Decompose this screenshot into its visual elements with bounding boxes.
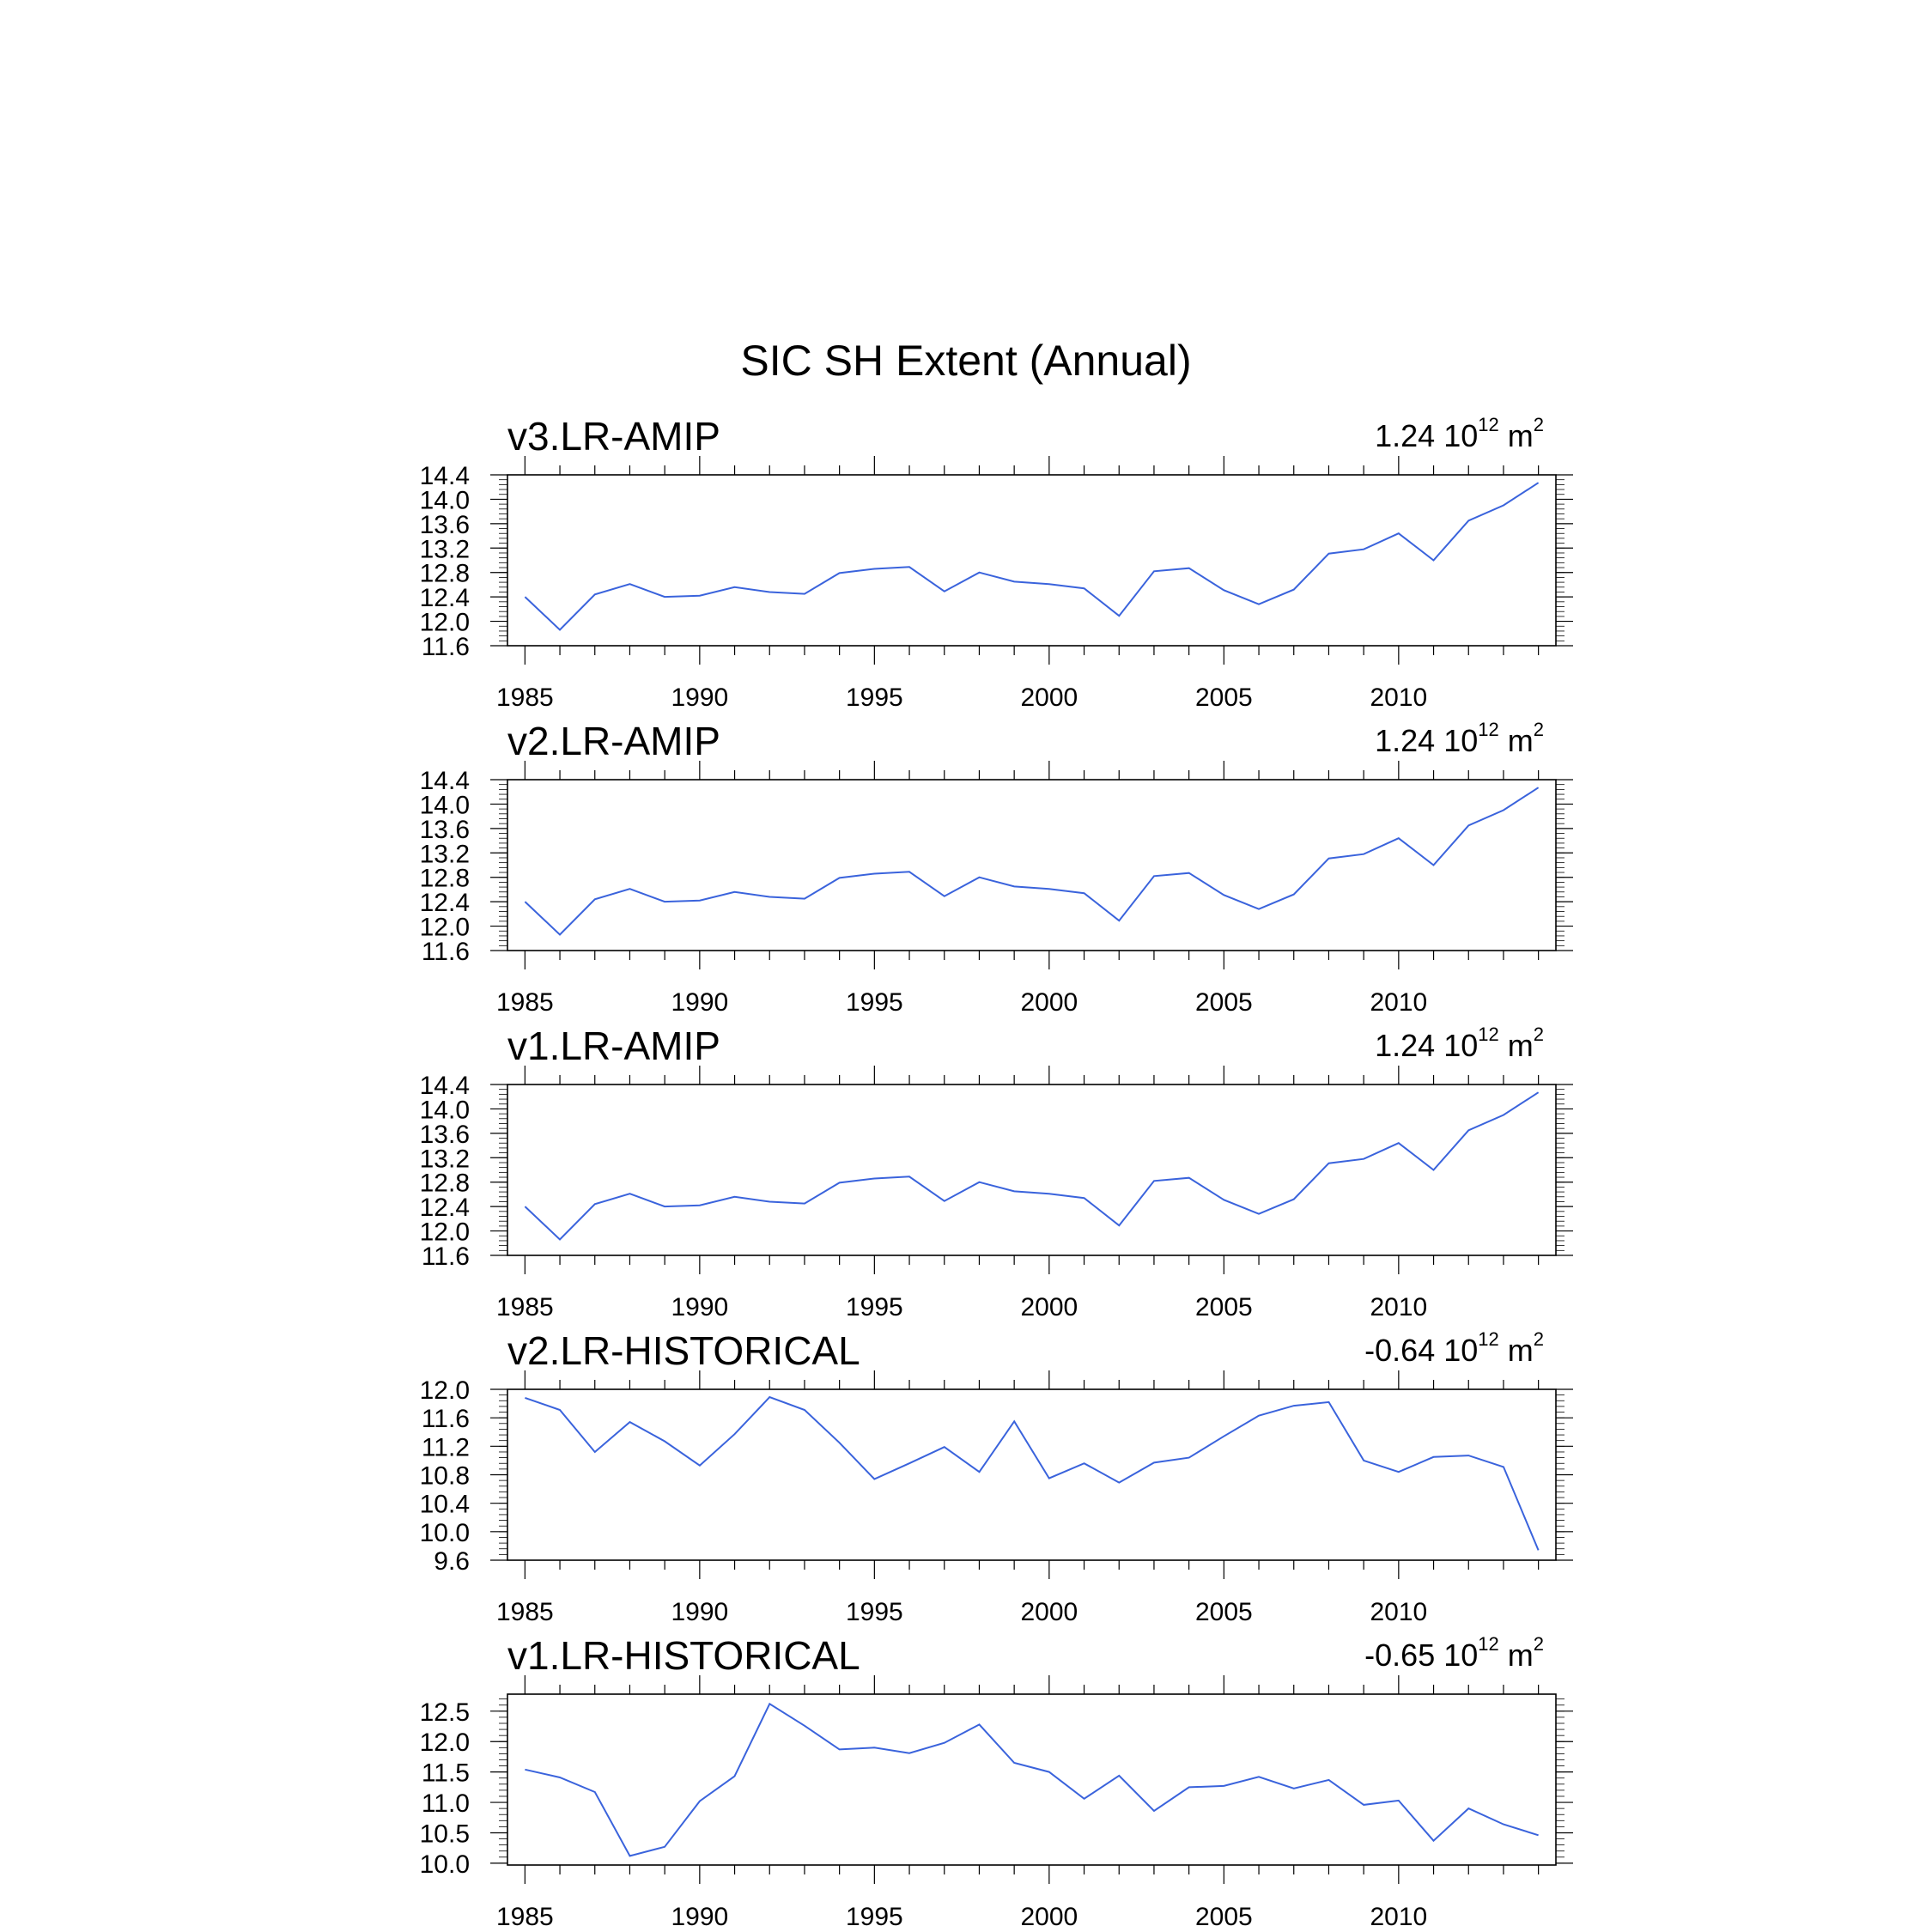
trend-unit-exponent: 2: [1533, 414, 1544, 435]
plot-frame: [507, 780, 1556, 951]
trend-value: -0.64 10: [1364, 1333, 1479, 1368]
trend-value: 1.24 10: [1375, 723, 1479, 758]
x-tick-label: 1985: [495, 1293, 554, 1321]
x-tick-label: 2005: [1194, 1293, 1253, 1321]
trend-annotation: [1375, 416, 1544, 456]
y-tick-label: 9.6: [434, 1547, 470, 1576]
y-tick-label: 10.0: [419, 1518, 470, 1547]
panel-2: [420, 761, 1573, 1017]
series-line: [525, 1092, 1538, 1239]
y-tick-label: 14.4: [419, 1072, 470, 1100]
plot-frame: [507, 1694, 1556, 1865]
trend-unit: m: [1498, 418, 1534, 453]
x-tick-label: 1985: [495, 683, 554, 712]
y-tick-label: 14.4: [419, 767, 470, 795]
x-tick-label: 2000: [1020, 1903, 1078, 1931]
y-tick-label: 12.4: [419, 889, 470, 918]
trend-unit: m: [1498, 1637, 1534, 1673]
y-tick-label: 11.0: [421, 1789, 470, 1819]
y-tick-label: 14.0: [419, 486, 470, 515]
y-tick-label: 14.0: [419, 791, 470, 820]
y-tick-label: 12.8: [419, 864, 470, 893]
y-tick-label: 13.6: [419, 1120, 470, 1149]
trend-value: 1.24 10: [1375, 418, 1479, 453]
x-tick-label: 1990: [671, 683, 729, 712]
y-tick-label: 13.6: [419, 510, 470, 539]
trend-unit-exponent: 2: [1533, 1633, 1544, 1655]
x-tick-label: 1995: [845, 683, 903, 712]
x-tick-label: 2000: [1020, 683, 1078, 712]
y-tick-label: 12.8: [419, 559, 470, 588]
panel-title: v2.LR-HISTORICAL: [507, 1328, 860, 1373]
series-line: [525, 787, 1538, 934]
panel-4: [420, 1370, 1573, 1626]
trend-unit: m: [1498, 1333, 1534, 1368]
y-tick-label: 10.8: [419, 1461, 470, 1491]
trend-annotation: [1375, 721, 1544, 761]
x-tick-label: 1990: [671, 1293, 729, 1321]
x-tick-label: 2010: [1370, 988, 1428, 1017]
trend-annotation: [1364, 1328, 1544, 1370]
x-tick-label: 1995: [845, 1903, 903, 1931]
trend-exponent: 12: [1478, 1633, 1499, 1655]
trend-exponent: 12: [1478, 414, 1499, 435]
x-tick-label: 1985: [495, 988, 554, 1017]
trend-value: -0.65 10: [1364, 1637, 1479, 1673]
y-tick-label: 12.5: [419, 1698, 470, 1727]
y-tick-label: 12.0: [419, 1728, 470, 1758]
plot-frame: [507, 475, 1556, 646]
x-tick-label: 1985: [495, 1903, 554, 1931]
series-line: [525, 483, 1538, 629]
y-tick-label: 13.6: [419, 815, 470, 844]
y-tick-label: 12.4: [419, 1194, 470, 1223]
y-tick-label: 11.6: [421, 1242, 470, 1271]
y-tick-label: 12.0: [419, 913, 470, 942]
trend-annotation: [1364, 1633, 1544, 1675]
x-tick-label: 2005: [1194, 683, 1253, 712]
trend-unit: m: [1498, 723, 1534, 758]
panel-1: [420, 456, 1573, 712]
y-tick-label: 12.4: [419, 584, 470, 613]
trend-unit: m: [1498, 1028, 1534, 1063]
x-tick-label: 1990: [671, 988, 729, 1017]
x-tick-label: 1995: [845, 1598, 903, 1626]
panel-title: v1.LR-AMIP: [507, 1024, 720, 1068]
trend-unit-exponent: 2: [1533, 719, 1544, 740]
panel-title: v1.LR-HISTORICAL: [507, 1633, 860, 1678]
x-tick-label: 2000: [1020, 1598, 1078, 1626]
x-tick-label: 2005: [1194, 1903, 1253, 1931]
y-tick-label: 12.0: [419, 1376, 470, 1405]
x-tick-label: 2000: [1020, 988, 1078, 1017]
trend-annotation: [1375, 1026, 1544, 1066]
x-tick-label: 2000: [1020, 1293, 1078, 1321]
x-tick-label: 2010: [1370, 1293, 1428, 1321]
y-tick-label: 13.2: [419, 1145, 470, 1174]
figure-title: SIC SH Extent (Annual): [740, 337, 1192, 385]
panel-5: [420, 1675, 1573, 1931]
y-tick-label: 10.5: [419, 1820, 470, 1849]
y-tick-label: 12.0: [419, 1218, 470, 1247]
y-tick-label: 14.0: [419, 1096, 470, 1125]
y-tick-label: 12.8: [419, 1169, 470, 1198]
y-tick-label: 14.4: [419, 462, 470, 490]
plot-frame: [507, 1084, 1556, 1255]
x-tick-label: 1990: [671, 1598, 729, 1626]
series-line: [525, 1397, 1538, 1550]
x-tick-label: 1995: [845, 988, 903, 1017]
y-tick-label: 10.0: [419, 1850, 470, 1879]
y-tick-label: 11.2: [421, 1433, 470, 1462]
y-tick-label: 11.6: [421, 938, 470, 966]
panel-title: v2.LR-AMIP: [507, 719, 720, 763]
y-tick-label: 11.6: [421, 1405, 470, 1434]
x-tick-label: 1995: [845, 1293, 903, 1321]
trend-value: 1.24 10: [1375, 1028, 1479, 1063]
x-tick-label: 2010: [1370, 683, 1428, 712]
x-tick-label: 2005: [1194, 988, 1253, 1017]
plot-frame: [507, 1389, 1556, 1560]
panel-3: [420, 1066, 1573, 1321]
trend-unit-exponent: 2: [1533, 1024, 1544, 1045]
y-tick-label: 10.4: [419, 1490, 470, 1519]
series-line: [525, 1704, 1538, 1856]
x-tick-label: 2010: [1370, 1598, 1428, 1626]
x-tick-label: 2005: [1194, 1598, 1253, 1626]
panel-title: v3.LR-AMIP: [507, 414, 720, 459]
y-tick-label: 11.6: [421, 633, 470, 661]
x-tick-label: 1990: [671, 1903, 729, 1931]
x-tick-label: 1985: [495, 1598, 554, 1626]
x-tick-label: 2010: [1370, 1903, 1428, 1931]
y-tick-label: 13.2: [419, 840, 470, 869]
trend-exponent: 12: [1478, 1024, 1499, 1045]
trend-exponent: 12: [1478, 1328, 1499, 1350]
y-tick-label: 12.0: [419, 608, 470, 637]
y-tick-label: 13.2: [419, 535, 470, 564]
trend-exponent: 12: [1478, 719, 1499, 740]
y-tick-label: 11.5: [421, 1759, 470, 1788]
trend-unit-exponent: 2: [1533, 1328, 1544, 1350]
